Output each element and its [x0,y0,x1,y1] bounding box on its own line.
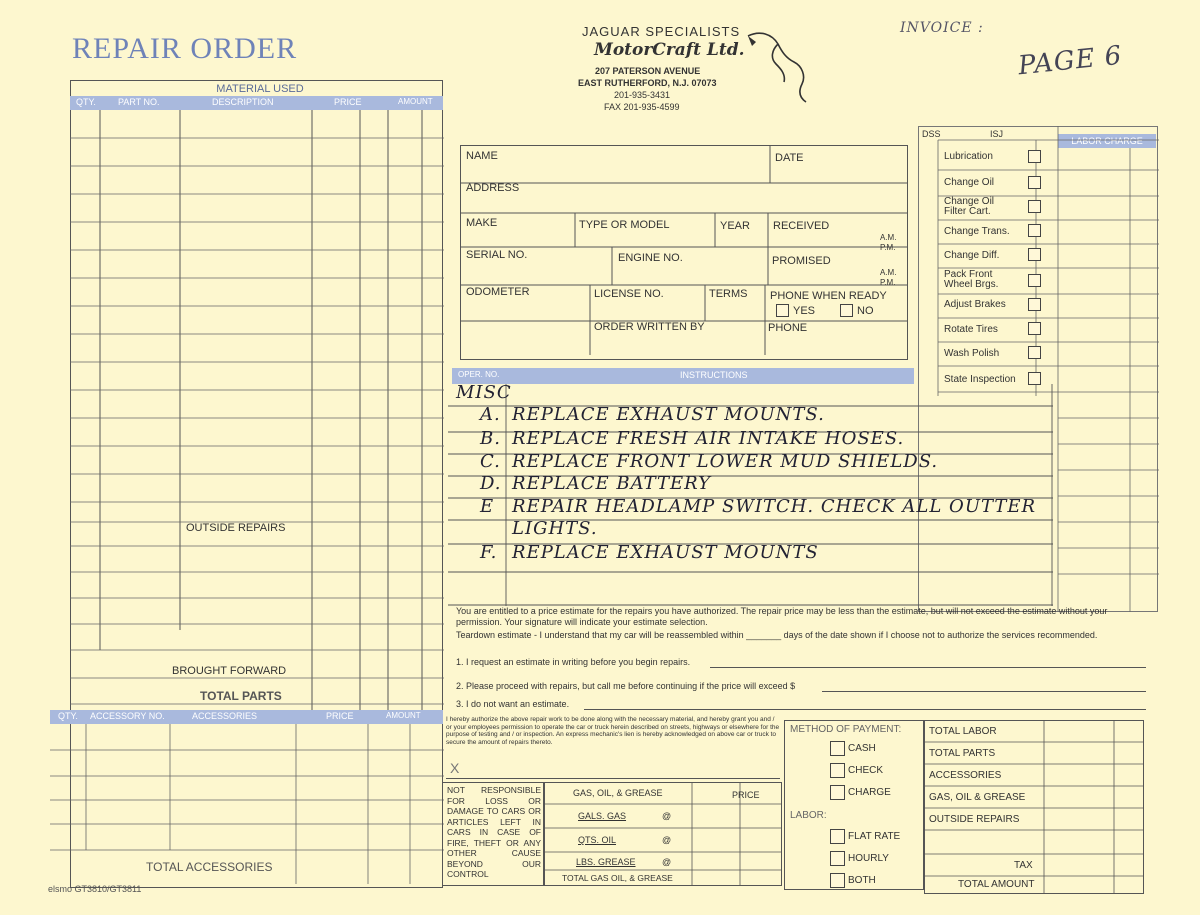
form-code: elsmo GT3810/GT3811 [48,884,142,894]
form-title: REPAIR ORDER [72,32,298,65]
svc-change-trans: Change Trans. [944,226,1010,237]
serial-label: SERIAL NO. [466,249,528,261]
lbs-grease-label: LBS. GREASE [576,857,636,867]
instruction-text-6: LIGHTS. [512,518,598,539]
col-price: PRICE [334,97,362,107]
company-fax: FAX 201-935-4599 [604,102,680,112]
phone-when-ready-label: PHONE WHEN READY [770,290,887,302]
signature-line[interactable] [446,778,780,779]
phone-no-label: NO [857,305,874,317]
svc-adjust-brakes-checkbox[interactable] [1028,298,1041,311]
svc-change-diff-checkbox[interactable] [1028,248,1041,261]
col-amount: AMOUNT [398,97,433,106]
material-header: MATERIAL USED [216,83,304,95]
svc-change-oil-filter-checkbox[interactable] [1028,200,1041,213]
estimate-option-2: 2. Please proceed with repairs, but call me before continuing if the price will exceed $ [456,681,796,691]
instruction-text-7: REPLACE EXHAUST MOUNTS [512,542,819,563]
payment-check-label: CHECK [848,765,884,776]
outside-repairs-label: OUTSIDE REPAIRS [186,522,286,534]
instruction-text-4: REPLACE BATTERY [512,473,711,494]
company-tagline: JAGUAR SPECIALISTS [582,24,741,39]
tax-label: TAX [1014,860,1033,871]
received-label: RECEIVED [773,220,830,232]
instruction-op-7: F. [480,542,498,563]
received-am: A.M. [880,233,897,242]
payment-cash-label: CASH [848,743,876,754]
gals-at: @ [662,811,672,821]
type-model-label: TYPE OR MODEL [579,219,670,231]
svc-change-diff: Change Diff. [944,250,1000,261]
oper-no-label: OPER. NO. [458,370,500,379]
instruction-op-5: E [480,496,495,517]
payment-check-checkbox[interactable] [830,763,845,778]
totals-gas-label: GAS, OIL & GREASE [929,792,1026,803]
gas-header: GAS, OIL, & GREASE [573,788,663,798]
teardown-paragraph: Teardown estimate - I understand that my car will be reassembled within _______ days of the date shown if I choose not to authorize the services recommended. [456,630,1098,640]
total-parts-label: TOTAL PARTS [200,689,282,703]
totals-outside-label: OUTSIDE REPAIRS [929,814,1020,825]
instruction-text-2: REPLACE FRESH AIR INTAKE HOSES. [512,428,905,449]
total-labor-label: TOTAL LABOR [929,726,997,737]
authorization-text: I hereby authorize the above repair work to be done along with the necessary material, and hereby grant you and / or your employees permission to operate the car or truck herein described on streets, highways or elsewhere for the purpose of testing and / or inspection. An express mechanic's lien is hereby acknowledged on above car or truck to secure the amount of repairs thereto. [446,716,780,746]
material-grid [70,110,444,710]
engine-label: ENGINE NO. [618,252,683,264]
labor-both-label: BOTH [848,875,876,886]
acc-col-qty: QTY. [58,711,78,721]
total-accessories-label: TOTAL ACCESSORIES [146,860,273,874]
svc-rotate-tires-checkbox[interactable] [1028,322,1041,335]
terms-label: TERMS [709,288,748,300]
estimate-option-2-line [822,691,1146,692]
instruction-op-0: MISC [456,382,512,403]
isj-label: ISJ [990,129,1004,139]
lbs-at: @ [662,857,672,867]
year-label: YEAR [720,220,750,232]
instruction-text-5: REPAIR HEADLAMP SWITCH. CHECK ALL OUTTER [512,496,1037,517]
estimate-option-1-line [710,667,1146,668]
acc-col-price: PRICE [326,711,354,721]
instructions-label: INSTRUCTIONS [680,370,748,380]
col-description: DESCRIPTION [212,97,274,107]
acc-col-accessory-no: ACCESSORY NO. [90,711,165,721]
labor-header: LABOR: [790,810,827,821]
svc-change-oil: Change Oil [944,177,995,188]
brought-forward-label: BROUGHT FORWARD [172,665,287,677]
instruction-op-1: A. [480,404,501,425]
acc-col-amount: AMOUNT [386,711,421,720]
payment-charge-checkbox[interactable] [830,785,845,800]
promised-pm: P.M. [880,278,896,287]
svc-pack-front-wheel: Pack Front Wheel Brgs. [944,269,999,290]
svc-change-oil-checkbox[interactable] [1028,176,1041,189]
svc-change-oil-filter: Change Oil Filter Cart. [944,196,995,217]
labor-both-checkbox[interactable] [830,873,845,888]
gals-gas-label: GALS. GAS [578,811,627,821]
company-phone: 201-935-3431 [614,90,671,100]
payment-cash-checkbox[interactable] [830,741,845,756]
name-label: NAME [466,150,498,162]
svc-lubrication: Lubrication [944,151,993,162]
phone-no-checkbox[interactable] [840,304,853,317]
received-pm: P.M. [880,243,896,252]
page-handwritten: PAGE 6 [1016,40,1124,82]
total-gas-label: TOTAL GAS OIL, & GREASE [562,873,673,883]
col-qty: QTY. [76,97,96,107]
labor-hourly-label: HOURLY [848,853,889,864]
gas-price-label: PRICE [732,790,760,800]
col-part-no: PART NO. [118,97,160,107]
jaguar-logo-icon [742,28,812,106]
instruction-text-3: REPLACE FRONT LOWER MUD SHIELDS. [512,451,939,472]
estimate-option-3: 3. I do not want an estimate. [456,699,570,709]
order-written-label: ORDER WRITTEN BY [594,321,705,333]
promised-am: A.M. [880,268,897,277]
qts-oil-label: QTS. OIL [578,835,617,845]
svc-wash-polish: Wash Polish [944,348,1000,359]
svc-wash-polish-checkbox[interactable] [1028,346,1041,359]
totals-grid [924,720,1146,895]
instruction-op-3: C. [480,451,501,472]
address-label: ADDRESS [466,182,520,194]
license-label: LICENSE NO. [594,288,664,300]
totals-accessories-label: ACCESSORIES [929,770,1002,781]
qts-at: @ [662,835,672,845]
svc-lubrication-checkbox[interactable] [1028,150,1041,163]
instruction-text-1: REPLACE EXHAUST MOUNTS. [512,404,825,425]
estimate-paragraph: You are entitled to a price estimate for the repairs you have authorized. The repair price may be less than the estimate, but will not exceed the estimate without your permission. Your signature will indicate your estimate selection. [456,606,1108,627]
svc-pack-front-wheel-checkbox[interactable] [1028,274,1041,287]
date-label: DATE [775,152,804,164]
estimate-option-3-line [584,709,1146,710]
totals-parts-label: TOTAL PARTS [929,748,996,759]
labor-flat-rate-checkbox[interactable] [830,829,845,844]
odometer-label: ODOMETER [466,286,530,298]
svc-rotate-tires: Rotate Tires [944,324,998,335]
signature-x: X [450,760,460,776]
payment-charge-label: CHARGE [848,787,891,798]
dss-label: DSS [922,129,941,139]
phone-yes-checkbox[interactable] [776,304,789,317]
estimate-option-1: 1. I request an estimate in writing before you begin repairs. [456,657,691,667]
invoice-handwritten: INVOICE : [900,20,984,36]
phone-label: PHONE [768,322,808,334]
company-city: EAST RUTHERFORD, N.J. 07073 [578,78,717,88]
company-name: MotorCraft Ltd. [594,40,745,60]
labor-charge-header: LABOR CHARGE [1058,134,1156,148]
phone-yes-label: YES [793,305,816,317]
svc-state-inspection: State Inspection [944,374,1016,385]
acc-col-accessories: ACCESSORIES [192,711,258,721]
payment-header: METHOD OF PAYMENT: [790,724,902,735]
labor-hourly-checkbox[interactable] [830,851,845,866]
promised-label: PROMISED [772,255,831,267]
labor-flat-rate-label: FLAT RATE [848,831,901,842]
instruction-op-2: B. [480,428,501,449]
svc-change-trans-checkbox[interactable] [1028,224,1041,237]
make-label: MAKE [466,217,498,229]
total-amount-label: TOTAL AMOUNT [958,879,1035,890]
instruction-op-4: D. [480,473,502,494]
not-responsible-text: NOT RESPONSIBLE FOR LOSS OR DAMAGE TO CARS OR ARTICLES LEFT IN CARS IN CASE OF FIRE, THEFT OR ANY OTHER CAUSE BEYOND OUR CONTROL [447,785,541,879]
svc-adjust-brakes: Adjust Brakes [944,299,1006,310]
company-address: 207 PATERSON AVENUE [595,66,701,76]
